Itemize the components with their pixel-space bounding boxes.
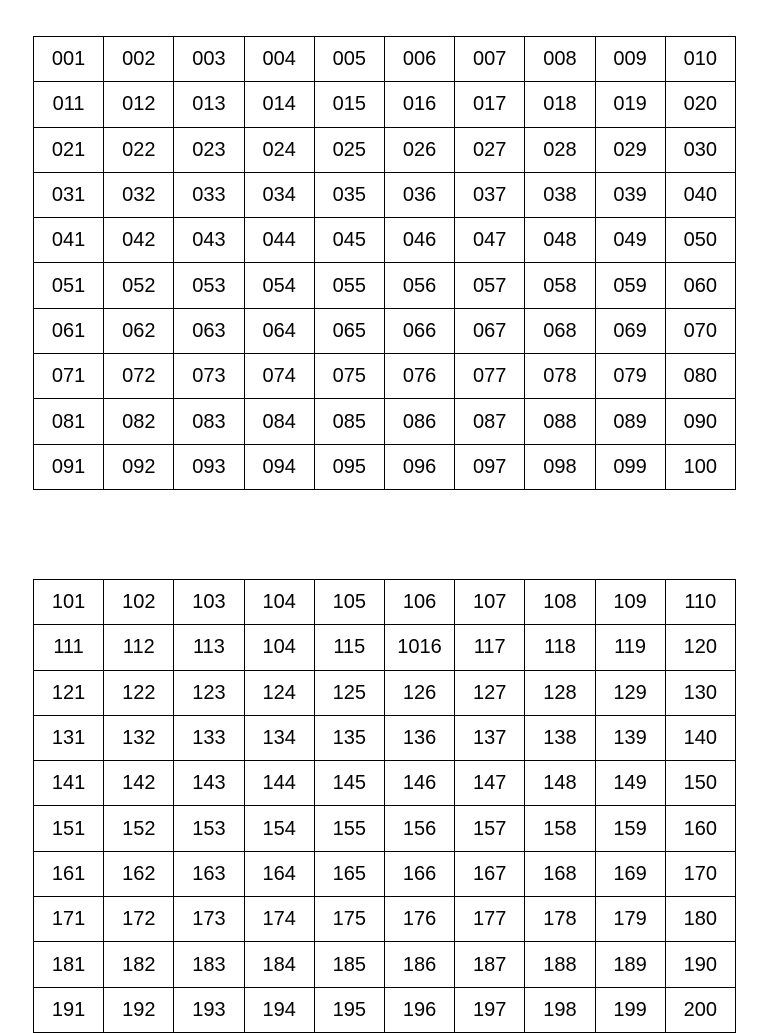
table-cell: 131: [34, 715, 104, 760]
table-row: [34, 897, 736, 942]
table-row: [34, 263, 736, 308]
table-cell: 027: [455, 127, 525, 172]
table-cell: 004: [244, 37, 314, 82]
table-cell: 018: [525, 82, 595, 127]
table-cell: 192: [104, 987, 174, 1032]
table-cell: 022: [104, 127, 174, 172]
table-cell: 014: [244, 82, 314, 127]
table-cell: 058: [525, 263, 595, 308]
table-cell: 200: [665, 987, 735, 1032]
table-row: [34, 399, 736, 444]
table-cell: 194: [244, 987, 314, 1032]
table-cell: 087: [455, 399, 525, 444]
table-cell: 175: [314, 897, 384, 942]
table-row: [34, 942, 736, 987]
number-grid-1-body: [34, 37, 736, 490]
table-cell: 034: [244, 172, 314, 217]
table-cell: 112: [104, 625, 174, 670]
table-cell: 197: [455, 987, 525, 1032]
table-cell: 166: [384, 851, 454, 896]
table-cell: 104: [244, 625, 314, 670]
table-cell: 053: [174, 263, 244, 308]
table-cell: 109: [595, 580, 665, 625]
table-cell: 132: [104, 715, 174, 760]
table-cell: 177: [455, 897, 525, 942]
table-cell: 083: [174, 399, 244, 444]
number-grid-2-body: [34, 580, 736, 1033]
table-cell: 159: [595, 806, 665, 851]
table-cell: 042: [104, 218, 174, 263]
table-cell: 162: [104, 851, 174, 896]
table-cell: 173: [174, 897, 244, 942]
table-cell: 065: [314, 308, 384, 353]
table-cell: 032: [104, 172, 174, 217]
table-cell: 092: [104, 444, 174, 489]
table-cell: 186: [384, 942, 454, 987]
table-cell: 100: [665, 444, 735, 489]
table-row: [34, 670, 736, 715]
table-cell: 099: [595, 444, 665, 489]
table-cell: 163: [174, 851, 244, 896]
table-cell: 077: [455, 354, 525, 399]
table-cell: 031: [34, 172, 104, 217]
table-cell: 176: [384, 897, 454, 942]
table-cell: 151: [34, 806, 104, 851]
table-cell: 118: [525, 625, 595, 670]
table-cell: 056: [384, 263, 454, 308]
table-cell: 050: [665, 218, 735, 263]
table-cell: 135: [314, 715, 384, 760]
table-cell: 164: [244, 851, 314, 896]
table-cell: 105: [314, 580, 384, 625]
table-cell: 147: [455, 761, 525, 806]
table-cell: 055: [314, 263, 384, 308]
table-row: [34, 580, 736, 625]
table-cell: 165: [314, 851, 384, 896]
table-cell: 003: [174, 37, 244, 82]
table-cell: 047: [455, 218, 525, 263]
table-cell: 121: [34, 670, 104, 715]
table-cell: 136: [384, 715, 454, 760]
table-cell: 013: [174, 82, 244, 127]
table-cell: 038: [525, 172, 595, 217]
table-cell: 154: [244, 806, 314, 851]
table-cell: 126: [384, 670, 454, 715]
table-cell: 183: [174, 942, 244, 987]
table-cell: 021: [34, 127, 104, 172]
table-cell: 180: [665, 897, 735, 942]
table-cell: 188: [525, 942, 595, 987]
table-row: [34, 172, 736, 217]
table-cell: 025: [314, 127, 384, 172]
table-cell: 146: [384, 761, 454, 806]
table-row: [34, 82, 736, 127]
table-cell: 187: [455, 942, 525, 987]
table-cell: 107: [455, 580, 525, 625]
table-cell: 1016: [384, 625, 454, 670]
table-cell: 108: [525, 580, 595, 625]
table-cell: 133: [174, 715, 244, 760]
table-cell: 190: [665, 942, 735, 987]
table-cell: 015: [314, 82, 384, 127]
table-cell: 088: [525, 399, 595, 444]
table-cell: 148: [525, 761, 595, 806]
table-cell: 084: [244, 399, 314, 444]
table-cell: 040: [665, 172, 735, 217]
table-cell: 125: [314, 670, 384, 715]
table-cell: 012: [104, 82, 174, 127]
table-cell: 120: [665, 625, 735, 670]
table-cell: 094: [244, 444, 314, 489]
table-cell: 115: [314, 625, 384, 670]
table-cell: 178: [525, 897, 595, 942]
table-cell: 043: [174, 218, 244, 263]
table-cell: 009: [595, 37, 665, 82]
number-grid-1: [33, 36, 736, 490]
table-cell: 085: [314, 399, 384, 444]
table-cell: 152: [104, 806, 174, 851]
table-cell: 006: [384, 37, 454, 82]
table-cell: 156: [384, 806, 454, 851]
table-cell: 071: [34, 354, 104, 399]
table-cell: 117: [455, 625, 525, 670]
table-cell: 170: [665, 851, 735, 896]
table-cell: 076: [384, 354, 454, 399]
table-cell: 033: [174, 172, 244, 217]
table-cell: 174: [244, 897, 314, 942]
table-cell: 153: [174, 806, 244, 851]
table-cell: 140: [665, 715, 735, 760]
table-row: [34, 218, 736, 263]
table-cell: 007: [455, 37, 525, 82]
table-cell: 070: [665, 308, 735, 353]
table-cell: 189: [595, 942, 665, 987]
table-cell: 052: [104, 263, 174, 308]
table-cell: 172: [104, 897, 174, 942]
table-row: [34, 761, 736, 806]
table-cell: 010: [665, 37, 735, 82]
table-cell: 149: [595, 761, 665, 806]
table-cell: 073: [174, 354, 244, 399]
table-cell: 016: [384, 82, 454, 127]
table-row: [34, 37, 736, 82]
table-cell: 110: [665, 580, 735, 625]
table-cell: 128: [525, 670, 595, 715]
table-cell: 160: [665, 806, 735, 851]
table-cell: 155: [314, 806, 384, 851]
table-cell: 168: [525, 851, 595, 896]
table-cell: 051: [34, 263, 104, 308]
table-cell: 030: [665, 127, 735, 172]
table-cell: 185: [314, 942, 384, 987]
table-cell: 080: [665, 354, 735, 399]
table-cell: 106: [384, 580, 454, 625]
table-cell: 124: [244, 670, 314, 715]
table-cell: 134: [244, 715, 314, 760]
table-cell: 102: [104, 580, 174, 625]
table-row: [34, 987, 736, 1032]
table-cell: 090: [665, 399, 735, 444]
table-cell: 171: [34, 897, 104, 942]
table-cell: 068: [525, 308, 595, 353]
table-cell: 145: [314, 761, 384, 806]
table-cell: 113: [174, 625, 244, 670]
table-cell: 024: [244, 127, 314, 172]
table-cell: 182: [104, 942, 174, 987]
table-row: [34, 625, 736, 670]
table-cell: 008: [525, 37, 595, 82]
table-cell: 026: [384, 127, 454, 172]
table-cell: 035: [314, 172, 384, 217]
table-cell: 141: [34, 761, 104, 806]
table-cell: 104: [244, 580, 314, 625]
table-cell: 001: [34, 37, 104, 82]
table-cell: 167: [455, 851, 525, 896]
table-cell: 041: [34, 218, 104, 263]
table-cell: 062: [104, 308, 174, 353]
table-cell: 063: [174, 308, 244, 353]
table-cell: 011: [34, 82, 104, 127]
table-cell: 075: [314, 354, 384, 399]
table-cell: 179: [595, 897, 665, 942]
table-cell: 191: [34, 987, 104, 1032]
table-cell: 072: [104, 354, 174, 399]
table-cell: 002: [104, 37, 174, 82]
table-row: [34, 851, 736, 896]
table-cell: 005: [314, 37, 384, 82]
table-cell: 093: [174, 444, 244, 489]
table-cell: 097: [455, 444, 525, 489]
table-cell: 089: [595, 399, 665, 444]
table-cell: 103: [174, 580, 244, 625]
table-row: [34, 354, 736, 399]
table-cell: 074: [244, 354, 314, 399]
table-cell: 157: [455, 806, 525, 851]
table-cell: 119: [595, 625, 665, 670]
table-cell: 081: [34, 399, 104, 444]
table-cell: 195: [314, 987, 384, 1032]
table-cell: 078: [525, 354, 595, 399]
table-cell: 199: [595, 987, 665, 1032]
table-cell: 049: [595, 218, 665, 263]
table-cell: 122: [104, 670, 174, 715]
table-cell: 127: [455, 670, 525, 715]
table-cell: 054: [244, 263, 314, 308]
table-cell: 139: [595, 715, 665, 760]
table-cell: 061: [34, 308, 104, 353]
table-cell: 101: [34, 580, 104, 625]
table-cell: 158: [525, 806, 595, 851]
table-cell: 045: [314, 218, 384, 263]
table-cell: 086: [384, 399, 454, 444]
table-cell: 181: [34, 942, 104, 987]
table-cell: 098: [525, 444, 595, 489]
table-cell: 138: [525, 715, 595, 760]
table-cell: 123: [174, 670, 244, 715]
table-row: [34, 715, 736, 760]
table-cell: 048: [525, 218, 595, 263]
table-cell: 196: [384, 987, 454, 1032]
number-grid-2: [33, 579, 736, 1033]
table-cell: 066: [384, 308, 454, 353]
table-cell: 039: [595, 172, 665, 217]
table-row: [34, 444, 736, 489]
table-cell: 019: [595, 82, 665, 127]
table-row: [34, 308, 736, 353]
table-cell: 091: [34, 444, 104, 489]
table-cell: 193: [174, 987, 244, 1032]
table-cell: 020: [665, 82, 735, 127]
table-cell: 142: [104, 761, 174, 806]
table-cell: 082: [104, 399, 174, 444]
table-cell: 037: [455, 172, 525, 217]
table-cell: 143: [174, 761, 244, 806]
table-cell: 184: [244, 942, 314, 987]
table-cell: 198: [525, 987, 595, 1032]
table-cell: 036: [384, 172, 454, 217]
table-cell: 057: [455, 263, 525, 308]
table-cell: 060: [665, 263, 735, 308]
table-cell: 046: [384, 218, 454, 263]
table-cell: 064: [244, 308, 314, 353]
table-cell: 150: [665, 761, 735, 806]
table-row: [34, 127, 736, 172]
table-cell: 069: [595, 308, 665, 353]
table-cell: 023: [174, 127, 244, 172]
table-cell: 130: [665, 670, 735, 715]
table-cell: 079: [595, 354, 665, 399]
table-cell: 144: [244, 761, 314, 806]
table-cell: 137: [455, 715, 525, 760]
table-cell: 161: [34, 851, 104, 896]
table-cell: 129: [595, 670, 665, 715]
table-cell: 059: [595, 263, 665, 308]
table-cell: 095: [314, 444, 384, 489]
table-cell: 067: [455, 308, 525, 353]
table-row: [34, 806, 736, 851]
table-cell: 017: [455, 82, 525, 127]
table-cell: 028: [525, 127, 595, 172]
table-cell: 096: [384, 444, 454, 489]
table-cell: 169: [595, 851, 665, 896]
table-cell: 029: [595, 127, 665, 172]
table-cell: 044: [244, 218, 314, 263]
table-cell: 111: [34, 625, 104, 670]
